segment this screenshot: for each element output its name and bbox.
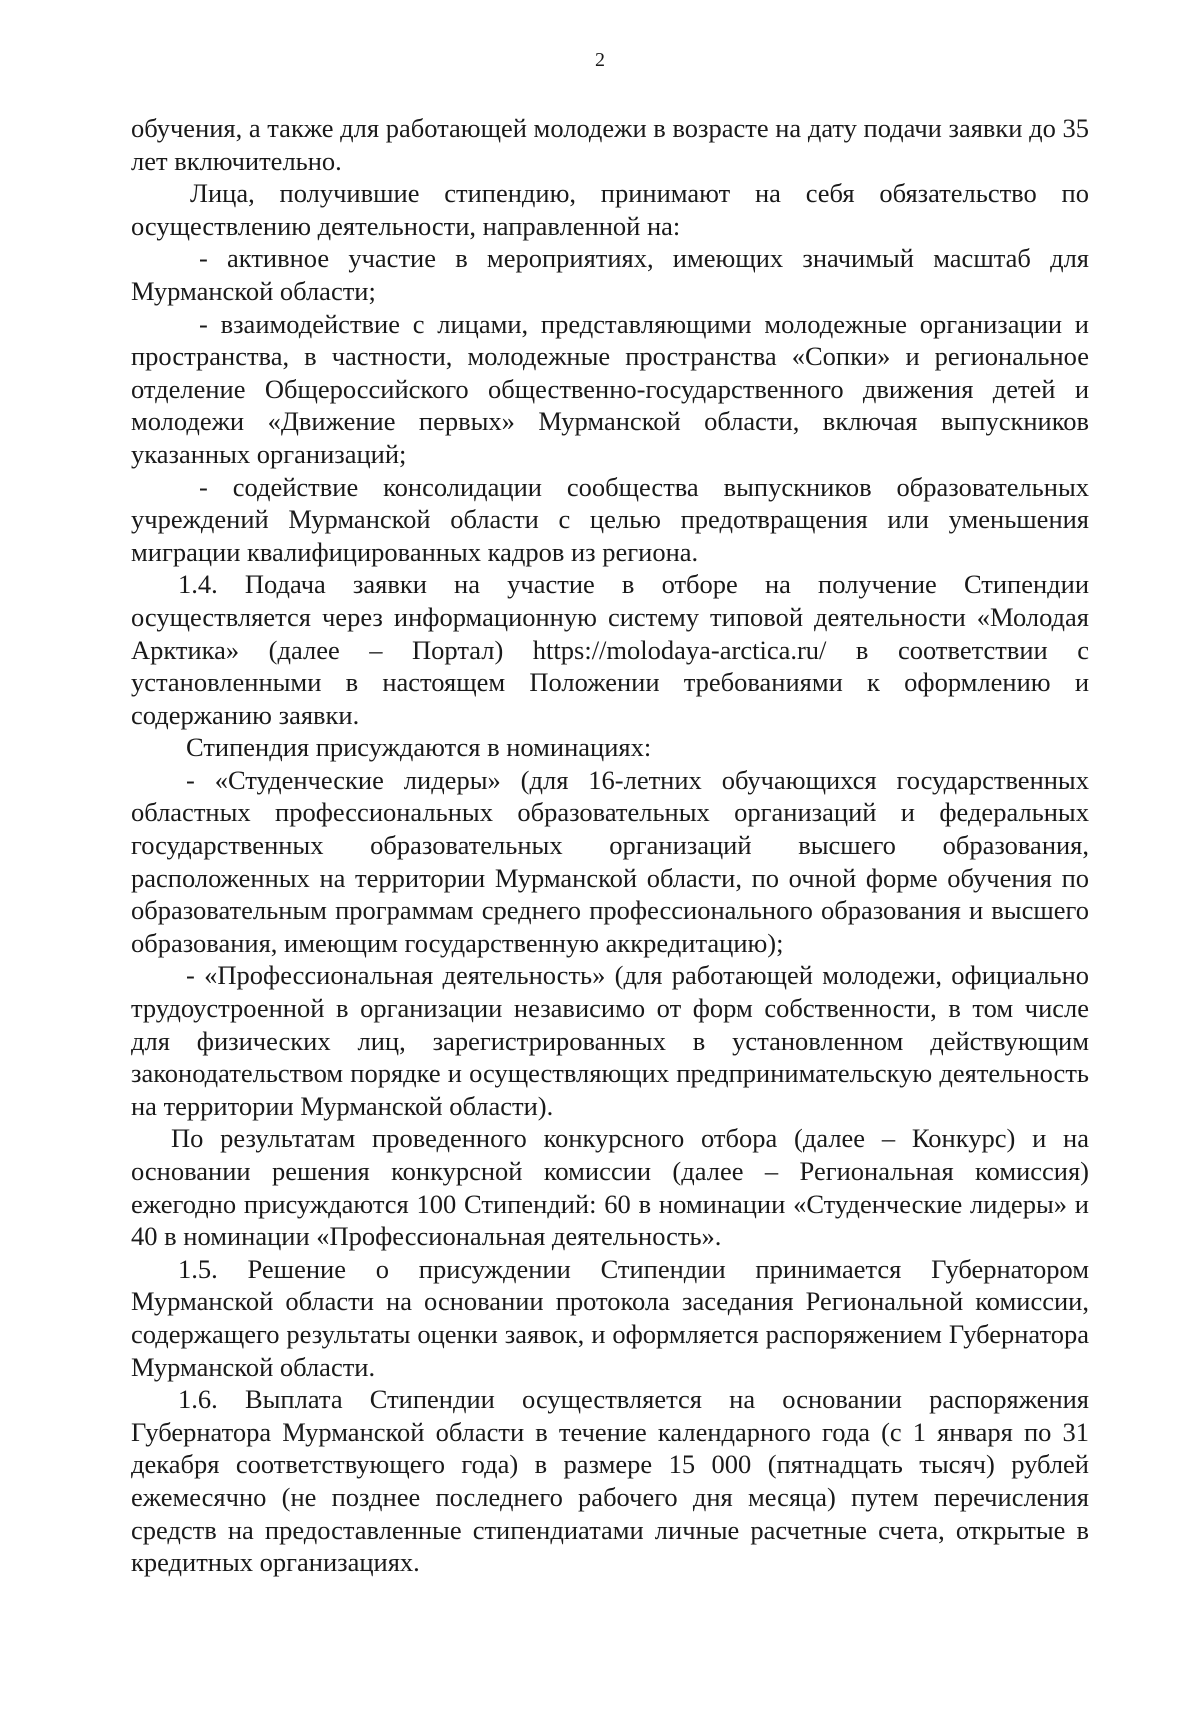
paragraph-nominations-intro: Стипендия присуждаются в номинациях:: [186, 732, 652, 763]
list-item-consolidation: - содействие консолидации сообщества выпускников образовательных учреждений Мурманской области с целью предотвращения или уменьшения миграции квалифицированных кадров из региона.: [131, 471, 1089, 567]
list-item-active-participation: - активное участие в мероприятиях, имеющих значимый масштаб для Мурманской области;: [131, 243, 1089, 306]
clause-1-6: 1.6. Выплата Стипендии осуществляется на основании распоряжения Губернатора Мурманской области в течение календарного года (с 1 января по 31 декабря соответствующего года) в размере 15 000 (пятнадцать тысяч) рублей ежемесячно (не позднее последнего рабочего дня месяца) путем перечисления средств на предоставленные стипендиатами личные расчетные счета, открытые в кредитных организациях.: [131, 1384, 1089, 1578]
paragraph-obligations-intro: Лица, получившие стипендию, принимают на себя обязательство по осуществлению деятельности, направленной на:: [131, 178, 1089, 241]
clause-1-4: 1.4. Подача заявки на участие в отборе на получение Стипендии осуществляется через информационную систему типовой деятельности «Молодая Арктика» (далее – Портал) https://molodaya-arctica.ru/ в соответствии с установленными в настоящем Положении требованиями к оформлению и содержанию заявки.: [131, 569, 1089, 730]
page-number: 2: [595, 49, 605, 71]
clause-1-5: 1.5. Решение о присуждении Стипендии принимается Губернатором Мурманской области на основании протокола заседания Региональной комиссии, содержащего результаты оценки заявок, и оформляется распоряжением Губернатора Мурманской области.: [131, 1253, 1089, 1382]
list-item-student-leaders: - «Студенческие лидеры» (для 16-летних обучающихся государственных областных профессиональных образовательных организаций и федеральных государственных образовательных организаций высшего образования, расположенных на территории Мурманской области, по очной форме обучения по образовательным программам среднего профессионального образования и высшего образования, имеющим государственную аккредитацию);: [131, 764, 1089, 958]
document-body: [131, 112, 1089, 1579]
paragraph-continuation: обучения, а также для работающей молодежи в возрасте на дату подачи заявки до 35 лет включительно.: [131, 113, 1089, 176]
list-item-professional-activity: - «Профессиональная деятельность» (для работающей молодежи, официально трудоустроенной в организации независимо от форм собственности, в том числе для физических лиц, зарегистрированных в установленном действующим законодательством порядке и осуществляющих предпринимательскую деятельность на территории Мурманской области).: [131, 960, 1089, 1121]
paragraph-competition-results: По результатам проведенного конкурсного отбора (далее – Конкурс) и на основании решения конкурсной комиссии (далее – Региональная комиссия) ежегодно присуждаются 100 Стипендий: 60 в номинации «Студенческие лидеры» и 40 в номинации «Профессиональная деятельность».: [131, 1123, 1089, 1252]
list-item-interaction: - взаимодействие с лицами, представляющими молодежные организации и пространства, в частности, молодежные пространства «Сопки» и региональное отделение Общероссийского общественно-государственного движения детей и молодежи «Движение первых» Мурманской области, включая выпускников указанных организаций;: [131, 308, 1089, 469]
